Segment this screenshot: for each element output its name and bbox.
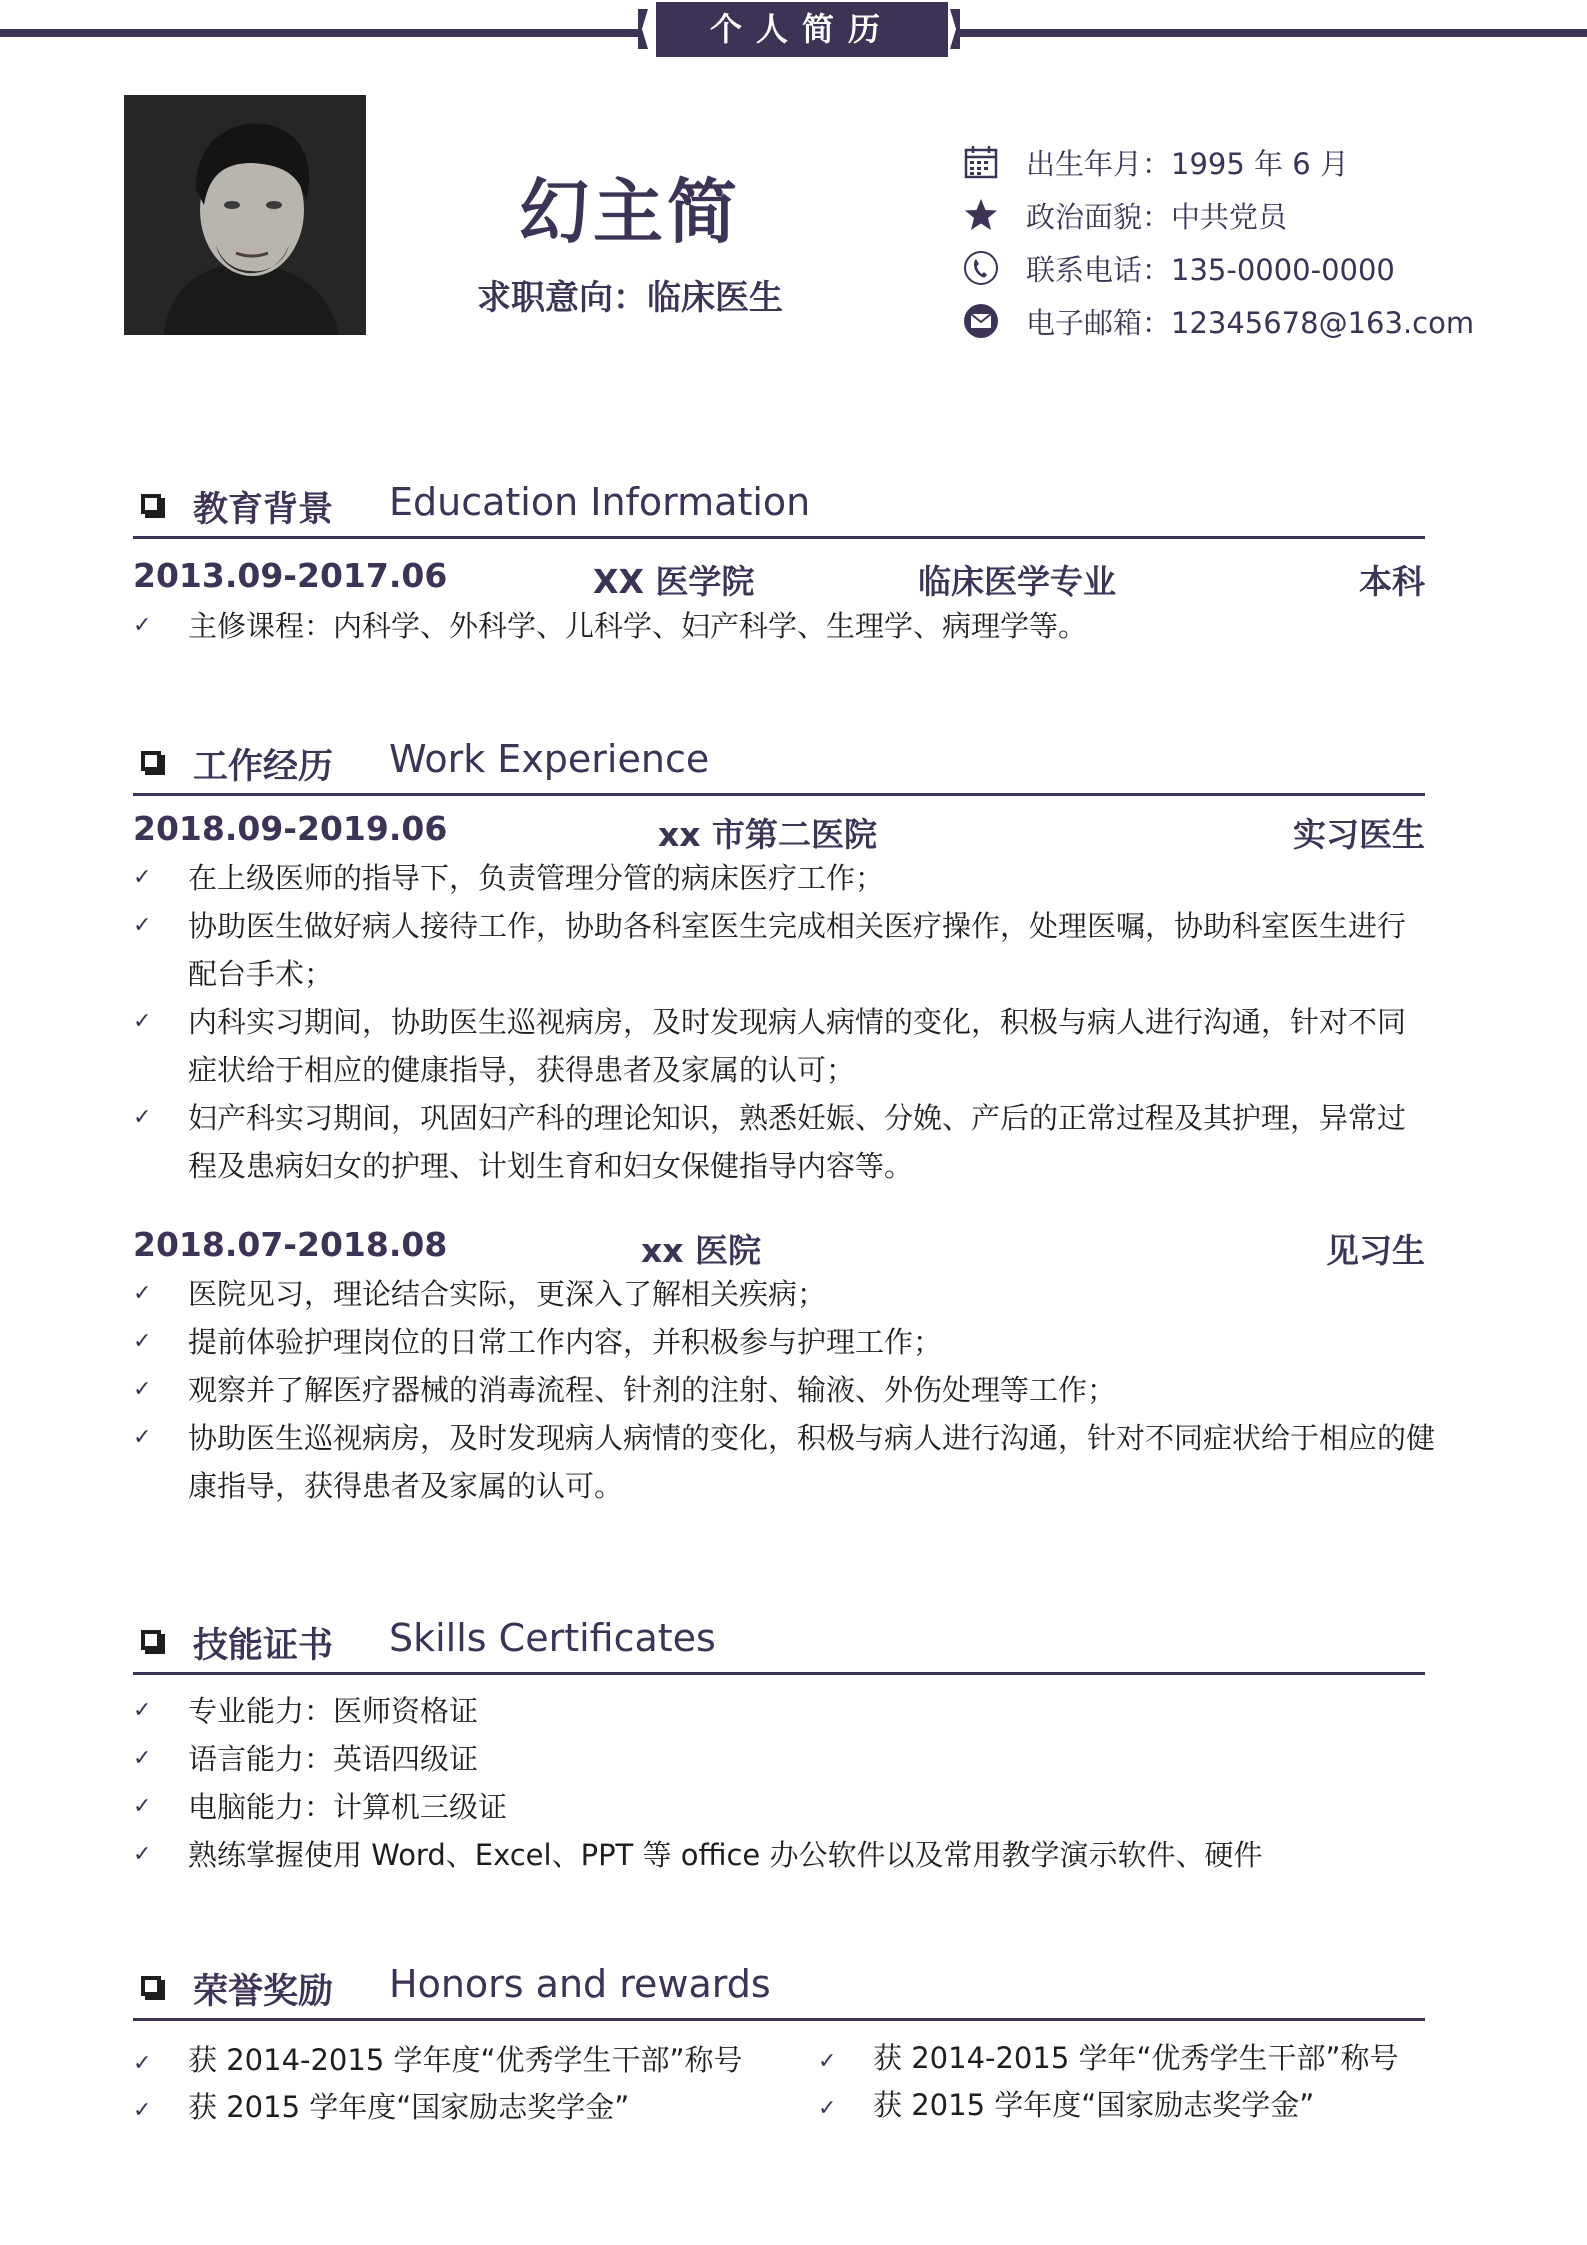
job-row (133, 1225, 1425, 1270)
section-skills-header (133, 1614, 1425, 1675)
info-phone (960, 248, 1395, 288)
check-icon: ✓ (133, 1329, 152, 1354)
info-text: 联系电话：135-0000-0000 (1026, 252, 1395, 287)
section-square-icon (141, 1630, 161, 1650)
education-period: 2013.09-2017.06 (133, 556, 448, 595)
check-icon: ✓ (133, 2051, 152, 2076)
section-work-header (133, 735, 1425, 796)
job-org: xx 医院 (641, 1231, 762, 1270)
section-education-header (133, 478, 1425, 539)
check-icon: ✓ (818, 2096, 837, 2121)
check-icon: ✓ (133, 1794, 152, 1819)
check-icon: ✓ (133, 2098, 152, 2123)
page-title: 个人简历 (656, 2, 948, 57)
honor-item: ✓ 获 2015 学年度“国家励志奖学金” (818, 2081, 1314, 2133)
section-square-icon (141, 494, 161, 514)
education-degree: 本科 (1359, 562, 1425, 601)
section-honors-header (133, 1960, 1425, 2021)
check-icon: ✓ (133, 1009, 152, 1034)
honor-item: ✓ 获 2014-2015 学年度“优秀学生干部”称号 (133, 2036, 743, 2088)
check-icon: ✓ (133, 1377, 152, 1402)
job-role: 实习医生 (1293, 815, 1425, 854)
info-text: 政治面貌：中共党员 (1026, 199, 1288, 234)
education-school: XX 医学院 (593, 562, 755, 601)
banner-cap-right (950, 9, 960, 49)
education-major: 临床医学专业 (918, 562, 1116, 601)
section-title-cn: 技能证书 (193, 1626, 334, 1666)
section-title-cn: 荣誉奖励 (193, 1972, 334, 2012)
banner-cap-left (638, 9, 648, 49)
check-icon: ✓ (133, 613, 152, 638)
job-org: xx 市第二医院 (658, 815, 878, 854)
star-icon (960, 195, 1002, 235)
info-email (960, 301, 1474, 341)
job-period: 2018.09-2019.06 (133, 809, 448, 848)
check-icon: ✓ (133, 1105, 152, 1130)
check-icon: ✓ (818, 2049, 837, 2074)
section-title-en: Education Information (389, 480, 811, 524)
section-title-en: Work Experience (389, 737, 710, 781)
banner-line-right (960, 29, 1587, 37)
section-square-icon (141, 1976, 161, 1996)
job-row (133, 809, 1425, 854)
info-text: 出生年月：1995 年 6 月 (1026, 146, 1349, 181)
honor-item: ✓ 获 2014-2015 学年“优秀学生干部”称号 (818, 2034, 1399, 2086)
education-row (133, 556, 1425, 601)
avatar (124, 95, 366, 335)
honor-item: ✓ 获 2015 学年度“国家励志奖学金” (133, 2083, 629, 2135)
check-icon: ✓ (133, 913, 152, 938)
info-politics (960, 195, 1287, 235)
check-icon: ✓ (133, 1281, 152, 1306)
section-square-icon (141, 751, 161, 771)
check-icon: ✓ (133, 865, 152, 890)
info-text: 电子邮箱：12345678@163.com (1026, 305, 1475, 340)
check-icon: ✓ (133, 1842, 152, 1867)
job-role: 见习生 (1326, 1231, 1425, 1270)
section-title-en: Honors and rewards (389, 1962, 771, 2006)
check-icon: ✓ (133, 1746, 152, 1771)
phone-icon (960, 248, 1002, 288)
candidate-name: 幻主简 (519, 171, 741, 253)
mail-icon (960, 301, 1002, 341)
calendar-icon (960, 142, 1002, 182)
section-title-cn: 工作经历 (193, 747, 334, 787)
check-icon: ✓ (133, 1425, 152, 1450)
check-icon: ✓ (133, 1698, 152, 1723)
job-period: 2018.07-2018.08 (133, 1225, 448, 1264)
info-birth (960, 142, 1349, 182)
section-title-cn: 教育背景 (193, 490, 334, 530)
section-title-en: Skills Certificates (389, 1616, 716, 1660)
banner-line-left (0, 29, 640, 37)
job-intent: 求职意向：临床医生 (477, 278, 783, 318)
